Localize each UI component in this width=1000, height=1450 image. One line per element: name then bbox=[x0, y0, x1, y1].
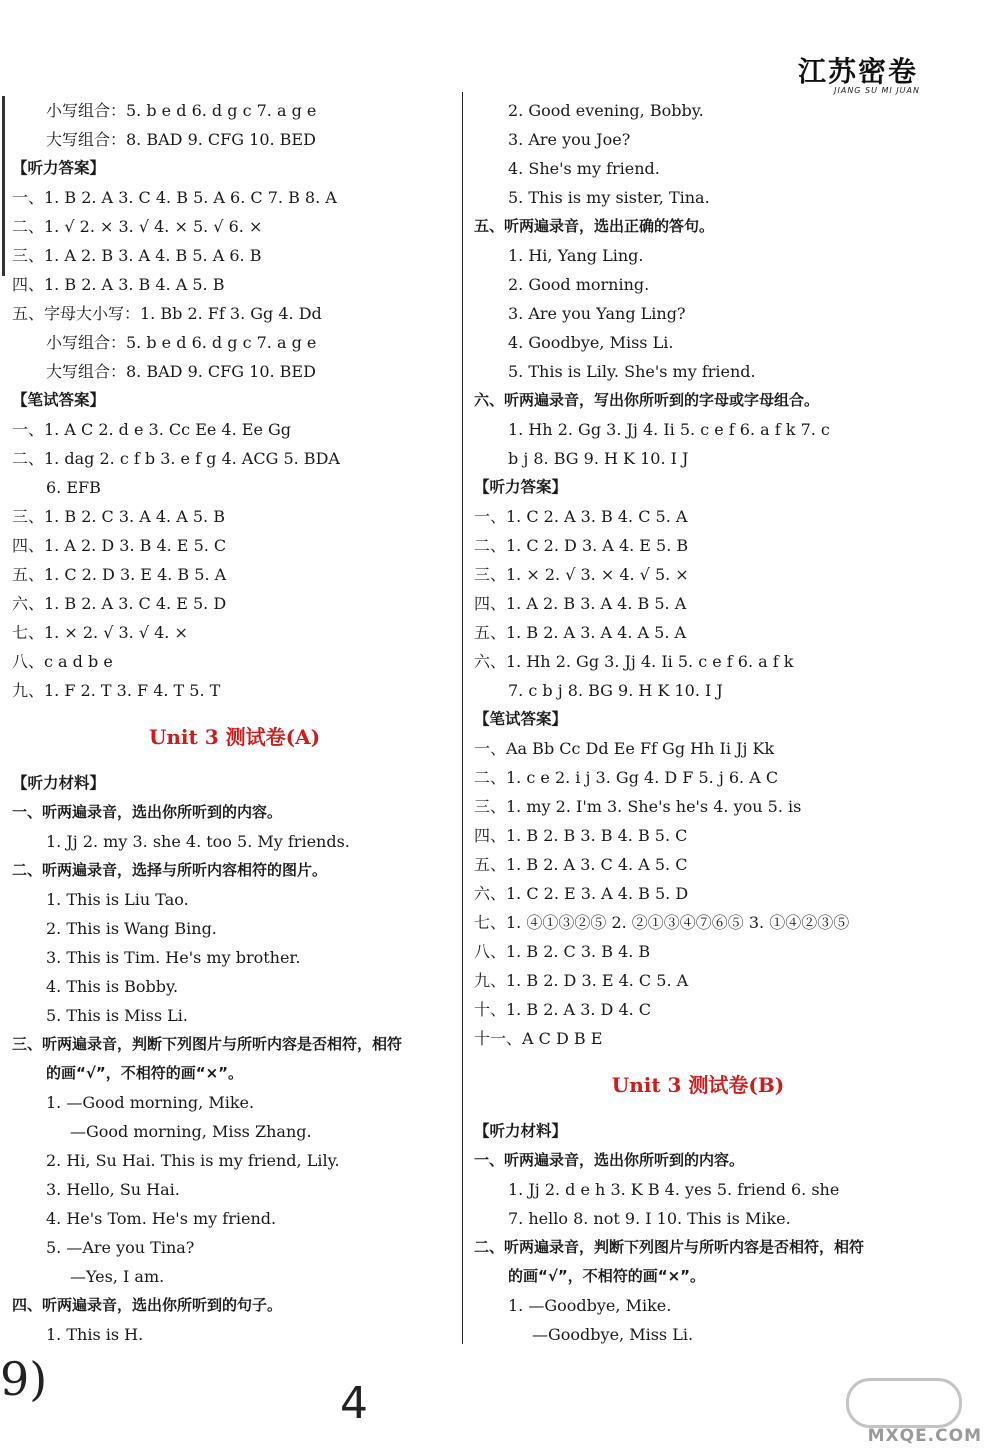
answer-line: 2. Good morning. bbox=[508, 275, 650, 294]
answer-line: 十、1. B 2. A 3. D 4. C bbox=[474, 1000, 652, 1019]
answer-line: 1. This is H. bbox=[46, 1325, 144, 1344]
section-heading: 【笔试答案】 bbox=[12, 391, 106, 409]
answer-line: 二、1. C 2. D 3. A 4. E 5. B bbox=[474, 536, 689, 555]
watermark-stamp bbox=[846, 1378, 962, 1428]
answer-line: 4. She's my friend. bbox=[508, 159, 660, 178]
answer-line: 5. This is Lily. She's my friend. bbox=[508, 362, 756, 381]
answer-line: 二、1. dag 2. c f b 3. e f g 4. ACG 5. BDA bbox=[12, 449, 340, 468]
answer-line: 5. This is Miss Li. bbox=[46, 1006, 188, 1025]
answer-line: 7. hello 8. not 9. I 10. This is Mike. bbox=[508, 1209, 791, 1228]
answer-line: 大写组合：8. BAD 9. CFG 10. BED bbox=[46, 362, 316, 381]
answer-line: 六、1. B 2. A 3. C 4. E 5. D bbox=[12, 594, 227, 613]
answer-line: 三、1. A 2. B 3. A 4. B 5. A 6. B bbox=[12, 246, 262, 265]
answer-line: b j 8. BG 9. H K 10. I J bbox=[508, 449, 689, 468]
answer-line: 1. —Good morning, Mike. bbox=[46, 1093, 255, 1112]
section-heading: 的画“√”，不相符的画“×”。 bbox=[508, 1267, 706, 1285]
answer-line: 2. Hi, Su Hai. This is my friend, Lily. bbox=[46, 1151, 340, 1170]
section-heading: 二、听两遍录音，判断下列图片与所听内容是否相符，相符 bbox=[474, 1238, 865, 1256]
answer-line: 五、1. B 2. A 3. C 4. A 5. C bbox=[474, 855, 688, 874]
answer-line: 4. This is Bobby. bbox=[46, 977, 179, 996]
answer-line: 二、1. c e 2. i j 3. Gg 4. D F 5. j 6. A C bbox=[474, 768, 779, 787]
answer-line: 1. Hi, Yang Ling. bbox=[508, 246, 644, 265]
left-column bbox=[12, 96, 457, 1349]
section-heading: 三、听两遍录音，判断下列图片与所听内容是否相符，相符 bbox=[12, 1035, 403, 1053]
answer-line: 八、c a d b e bbox=[12, 652, 113, 671]
answer-line: 4. He's Tom. He's my friend. bbox=[46, 1209, 277, 1228]
answer-line: 4. Goodbye, Miss Li. bbox=[508, 333, 674, 352]
answer-line: 四、1. A 2. B 3. A 4. B 5. A bbox=[474, 594, 687, 613]
answer-line: 一、1. A C 2. d e 3. Cc Ee 4. Ee Gg bbox=[12, 420, 292, 439]
section-title: Unit 3 测试卷(B) bbox=[611, 1073, 785, 1097]
brand-logo: 江苏密卷 bbox=[797, 55, 918, 88]
answer-line: 六、1. C 2. E 3. A 4. B 5. D bbox=[474, 884, 689, 903]
answer-line: 7. c b j 8. BG 9. H K 10. I J bbox=[508, 681, 723, 700]
section-heading: 六、听两遍录音，写出你所听到的字母或字母组合。 bbox=[474, 391, 820, 409]
answer-line: 四、1. B 2. B 3. B 4. B 5. C bbox=[474, 826, 688, 845]
answer-line: 大写组合：8. BAD 9. CFG 10. BED bbox=[46, 130, 316, 149]
answer-line: 2. This is Wang Bing. bbox=[46, 919, 217, 938]
answer-line: 5. This is my sister, Tina. bbox=[508, 188, 710, 207]
answer-line: 小写组合：5. b e d 6. d g c 7. a g e bbox=[46, 101, 317, 120]
answer-line: 十一、A C D B E bbox=[474, 1029, 603, 1048]
section-heading: 二、听两遍录音，选择与所听内容相符的图片。 bbox=[12, 861, 328, 879]
answer-line: 三、1. × 2. √ 3. × 4. √ 5. × bbox=[474, 565, 689, 584]
answer-line: —Good morning, Miss Zhang. bbox=[70, 1122, 312, 1141]
answer-line: 七、1. × 2. √ 3. √ 4. × bbox=[12, 623, 188, 642]
section-heading: 【听力答案】 bbox=[12, 159, 106, 177]
answer-line: 1. Jj 2. my 3. she 4. too 5. My friends. bbox=[46, 832, 350, 851]
column-divider bbox=[462, 92, 463, 1344]
section-heading: 一、听两遍录音，选出你所听到的内容。 bbox=[12, 803, 283, 821]
section-heading: 五、听两遍录音，选出正确的答句。 bbox=[474, 217, 715, 235]
section-heading: 【听力材料】 bbox=[474, 1122, 568, 1140]
answer-line: 八、1. B 2. C 3. B 4. B bbox=[474, 942, 651, 961]
answer-line: 七、1. ④①③②⑤ 2. ②①③④⑦⑥⑤ 3. ①④②③⑤ bbox=[474, 913, 850, 932]
section-heading: 【听力答案】 bbox=[474, 478, 568, 496]
answer-line: 九、1. F 2. T 3. F 4. T 5. T bbox=[12, 681, 221, 700]
answer-line: 二、1. √ 2. × 3. √ 4. × 5. √ 6. × bbox=[12, 217, 263, 236]
answer-line: 1. This is Liu Tao. bbox=[46, 890, 189, 909]
section-heading: 【笔试答案】 bbox=[474, 710, 568, 728]
answer-line: 6. EFB bbox=[46, 478, 101, 497]
answer-line: 三、1. B 2. C 3. A 4. A 5. B bbox=[12, 507, 225, 526]
margin-mark bbox=[2, 96, 5, 276]
section-title: Unit 3 测试卷(A) bbox=[148, 725, 321, 749]
answer-line: 3. Hello, Su Hai. bbox=[46, 1180, 180, 1199]
answer-line: 1. Jj 2. d e h 3. K B 4. yes 5. friend 6. she bbox=[508, 1180, 840, 1199]
answer-line: 5. —Are you Tina? bbox=[46, 1238, 195, 1257]
answer-line: 一、1. C 2. A 3. B 4. C 5. A bbox=[474, 507, 688, 526]
answer-line: 五、1. C 2. D 3. E 4. B 5. A bbox=[12, 565, 227, 584]
answer-line: 小写组合：5. b e d 6. d g c 7. a g e bbox=[46, 333, 317, 352]
section-heading: 一、听两遍录音，选出你所听到的内容。 bbox=[474, 1151, 745, 1169]
answer-line: 一、1. B 2. A 3. C 4. B 5. A 6. C 7. B 8. A bbox=[12, 188, 337, 207]
right-column bbox=[474, 96, 922, 1349]
answer-line: 四、1. A 2. D 3. B 4. E 5. C bbox=[12, 536, 227, 555]
answer-line: 五、1. B 2. A 3. A 4. A 5. A bbox=[474, 623, 687, 642]
answer-line: 1. Hh 2. Gg 3. Jj 4. Ii 5. c e f 6. a f k 7. c bbox=[508, 420, 830, 439]
answer-line: 四、1. B 2. A 3. B 4. A 5. B bbox=[12, 275, 225, 294]
section-heading: 四、听两遍录音，选出你所听到的句子。 bbox=[12, 1296, 283, 1314]
section-heading: 的画“√”，不相符的画“×”。 bbox=[46, 1064, 244, 1082]
answer-line: —Yes, I am. bbox=[70, 1267, 165, 1286]
answer-line: 3. Are you Joe? bbox=[508, 130, 631, 149]
answer-line: 九、1. B 2. D 3. E 4. C 5. A bbox=[474, 971, 689, 990]
answer-line: 1. —Goodbye, Mike. bbox=[508, 1296, 672, 1315]
corner-mark: 9) bbox=[0, 1352, 48, 1406]
answer-line: 五、字母大小写：1. Bb 2. Ff 3. Gg 4. Dd bbox=[12, 304, 322, 323]
answer-line: 三、1. my 2. I'm 3. She's he's 4. you 5. is bbox=[474, 797, 802, 816]
answer-line: 3. Are you Yang Ling? bbox=[508, 304, 686, 323]
answer-line: 2. Good evening, Bobby. bbox=[508, 101, 704, 120]
answer-line: —Goodbye, Miss Li. bbox=[532, 1325, 694, 1344]
watermark-text: MXQE.COM bbox=[867, 1426, 982, 1446]
answer-line: 一、Aa Bb Cc Dd Ee Ff Gg Hh Ii Jj Kk bbox=[474, 739, 775, 758]
page-number: 4 bbox=[340, 1378, 368, 1429]
section-heading: 【听力材料】 bbox=[12, 774, 106, 792]
answer-line: 3. This is Tim. He's my brother. bbox=[46, 948, 301, 967]
answer-line: 六、1. Hh 2. Gg 3. Jj 4. Ii 5. c e f 6. a f k bbox=[474, 652, 794, 671]
watermark bbox=[832, 1378, 982, 1448]
brand-subtitle: JIANG SU MI JUAN bbox=[834, 86, 920, 95]
